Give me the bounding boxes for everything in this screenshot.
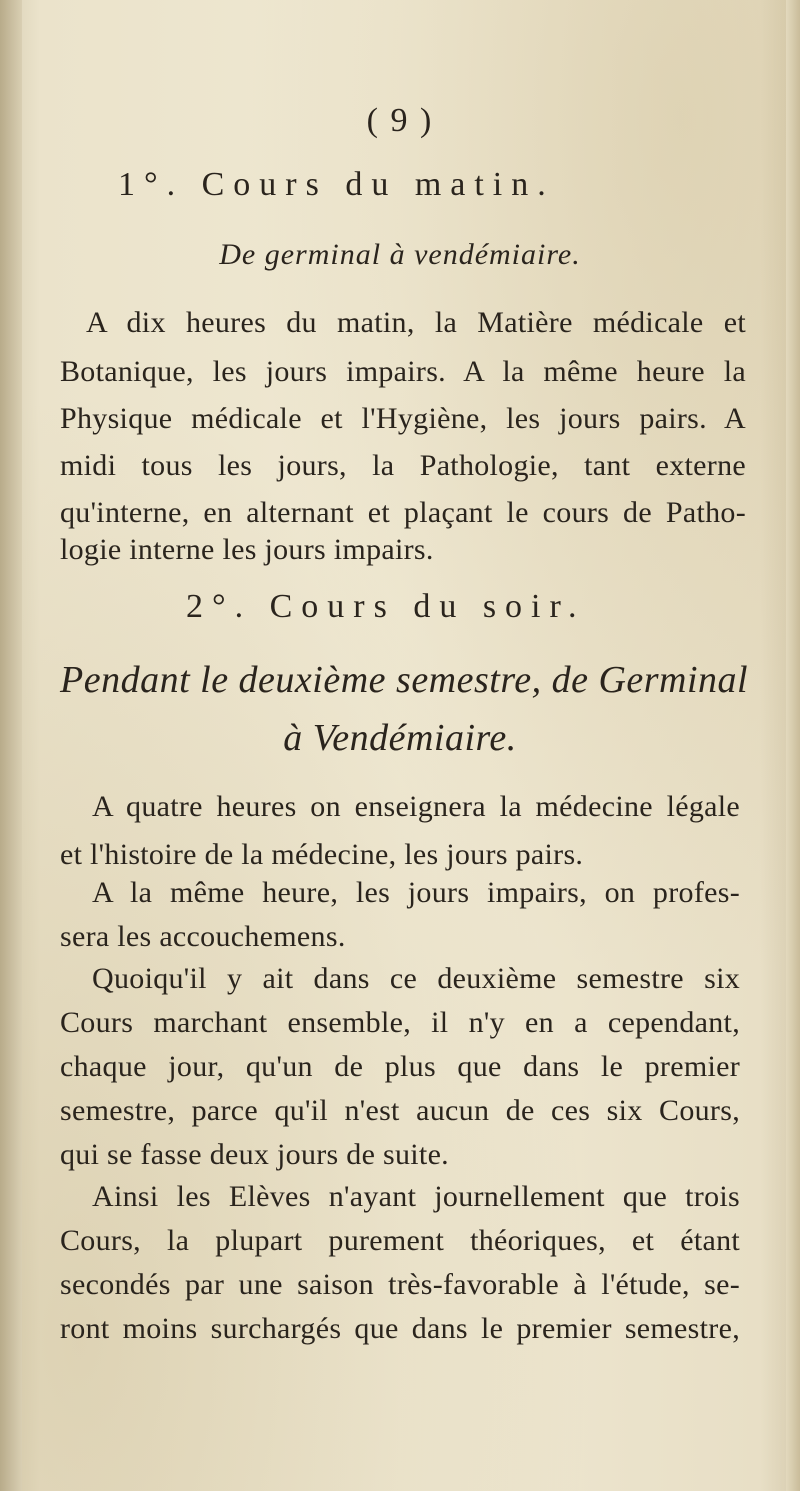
text-line: A la même heure, les jours impairs, on profes- <box>92 876 740 909</box>
text-line: logie interne les jours impairs. <box>60 533 434 566</box>
text-line: A quatre heures on enseignera la médecine légale <box>92 790 740 823</box>
text-line: midi tous les jours, la Pathologie, tant externe <box>60 449 746 482</box>
text-line: Botanique, les jours impairs. A la même heure la <box>60 355 746 388</box>
text-line: Cours marchant ensemble, il n'y en a cependant, <box>60 1006 740 1039</box>
text-line: Quoiqu'il y ait dans ce deuxième semestre six <box>92 962 740 995</box>
text-line: Ainsi les Elèves n'ayant journellement que trois <box>92 1180 740 1213</box>
text-line: semestre, parce qu'il n'est aucun de ces six Cours, <box>60 1094 740 1127</box>
text-line: Cours, la plupart purement théoriques, et étant <box>60 1224 740 1257</box>
text-line: A dix heures du matin, la Matière médicale et <box>86 306 746 339</box>
section2-heading: 2°. Cours du soir. <box>186 588 586 625</box>
text-line: qu'interne, en alternant et plaçant le cours de Patho- <box>60 496 746 529</box>
text-line: qui se fasse deux jours de suite. <box>60 1138 449 1171</box>
section1-paragraph <box>60 306 746 340</box>
text-line: ront moins surchargés que dans le premier semestre, <box>60 1312 740 1345</box>
text-line: Physique médicale et l'Hygiène, les jours pairs. A <box>60 402 746 435</box>
text-line: et l'histoire de la médecine, les jours pairs. <box>60 838 584 871</box>
text-line: chaque jour, qu'un de plus que dans le premier <box>60 1050 740 1083</box>
section1-subheading: De germinal à vendémiaire. <box>219 238 581 271</box>
section1-heading: 1°. Cours du matin. <box>118 166 555 203</box>
text-line: sera les accouchemens. <box>60 920 346 953</box>
page-number: ( 9 ) <box>366 102 434 139</box>
section2-subheading-line2: à Vendémiaire. <box>283 717 517 759</box>
text-line: secondés par une saison très-favorable à l'étude, se- <box>60 1268 740 1301</box>
section2-subheading-line1: Pendant le deuxième semestre, de Germinal <box>60 659 749 701</box>
